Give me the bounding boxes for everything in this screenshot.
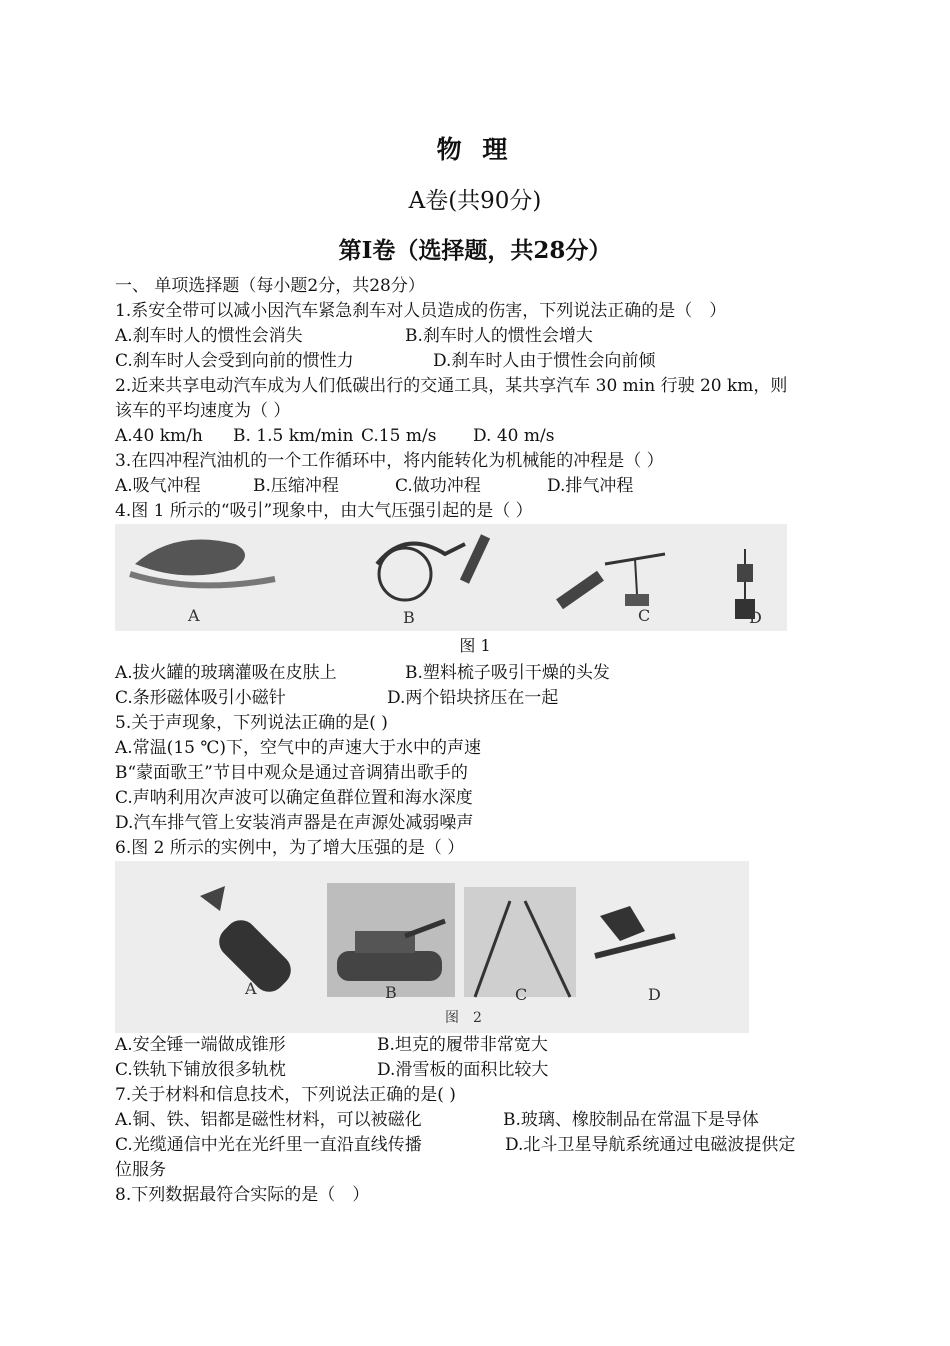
q3-stem: 3.在四冲程汽油机的一个工作循环中，将内能转化为机械能的冲程是（ ） xyxy=(115,451,664,471)
q1-options-row2 xyxy=(115,349,840,374)
q4-options-row1 xyxy=(115,661,840,686)
fig2-label-a: A xyxy=(245,979,257,998)
figure-1-illustration xyxy=(115,524,787,631)
fig2-skier xyxy=(600,906,645,941)
q5-option-a: A.常温(15 ℃)下，空气中的声速大于水中的声速 xyxy=(115,738,481,758)
fig2-label-c: C xyxy=(515,985,528,1004)
q6-option-c: C.铁轨下铺放很多轨枕 xyxy=(115,1060,286,1080)
q3-option-d: D.排气冲程 xyxy=(547,476,634,496)
fig2-snowboard xyxy=(595,936,675,956)
subject-title: 物 理 xyxy=(436,135,514,164)
fig1-label-b: B xyxy=(403,608,415,627)
q7-options-row1 xyxy=(115,1108,840,1133)
fig2-label-d: D xyxy=(648,985,661,1004)
fig2-inline-caption: 图 2 xyxy=(445,1010,482,1026)
q2-options xyxy=(115,424,840,449)
q6-options-row1 xyxy=(115,1033,840,1058)
q1-option-d: D.刹车时人由于惯性会向前倾 xyxy=(433,351,656,371)
q6-options-row2 xyxy=(115,1058,840,1083)
q5-option-c: C.声呐利用次声波可以确定鱼群位置和海水深度 xyxy=(115,788,473,808)
q6-stem: 6.图 2 所示的实例中，为了增大压强的是（ ） xyxy=(115,838,465,858)
q7-option-b: B.玻璃、橡胶制品在常温下是导体 xyxy=(503,1110,759,1130)
q2-option-d: D. 40 m/s xyxy=(473,426,555,446)
q4-stem: 4.图 1 所示的“吸引”现象中，由大气压强引起的是（ ） xyxy=(115,501,533,521)
question-list xyxy=(115,274,840,1208)
q4-option-a: A.拔火罐的玻璃灌吸在皮肤上 xyxy=(115,663,337,683)
q4-option-d: D.两个铅块挤压在一起 xyxy=(387,688,559,708)
fig1-magnet xyxy=(556,571,604,610)
figure-2-illustration xyxy=(115,861,749,1033)
figure-2 xyxy=(115,861,749,1033)
q1-option-b: B.刹车时人的惯性会增大 xyxy=(405,326,593,346)
q1-options-row1 xyxy=(115,324,840,349)
fig1-lead-block-top xyxy=(737,564,753,582)
q1-stem: 1.系安全带可以减小因汽车紧急刹车对人员造成的伤害，下列说法正确的是（ ） xyxy=(115,301,727,321)
q3-option-b: B.压缩冲程 xyxy=(253,476,339,496)
fig1-skin xyxy=(130,574,275,585)
q6-option-d: D.滑雪板的面积比较大 xyxy=(377,1060,549,1080)
q3-option-c: C.做功冲程 xyxy=(395,476,481,496)
q5-option-d: D.汽车排气管上安装消声器是在声源处减弱噪声 xyxy=(115,813,474,833)
q4-option-c: C.条形磁体吸引小磁针 xyxy=(115,688,286,708)
q7-stem: 7.关于材料和信息技术，下列说法正确的是( ) xyxy=(115,1085,456,1105)
fig1-needle-stand xyxy=(635,559,637,594)
fig1-cupping-glass xyxy=(135,540,245,576)
fig2-tank-track xyxy=(337,951,442,981)
q1-option-a: A.刹车时人的惯性会消失 xyxy=(115,326,303,346)
q6-option-b: B.坦克的履带非常宽大 xyxy=(377,1035,548,1055)
q8-stem: 8.下列数据最符合实际的是（ ） xyxy=(115,1185,370,1205)
q3-options xyxy=(115,474,840,499)
section-title: 第Ⅰ卷（选择题，共28分） xyxy=(338,237,612,264)
figure-1-caption: 图 1 xyxy=(459,636,491,655)
q2-stem-line2: 该车的平均速度为（ ） xyxy=(115,401,291,421)
q4-options-row2 xyxy=(115,686,840,711)
q6-option-a: A.安全锤一端做成锥形 xyxy=(115,1035,286,1055)
q1-option-c: C.刹车时人会受到向前的惯性力 xyxy=(115,351,354,371)
fig2-hammer-head xyxy=(200,886,225,911)
q2-option-a: A.40 km/h xyxy=(115,426,203,446)
q2-option-c: C.15 m/s xyxy=(361,426,437,446)
q4-option-b: B.塑料梳子吸引干燥的头发 xyxy=(405,663,610,683)
q2-stem-line1: 2.近来共享电动汽车成为人们低碳出行的交通工具，某共享汽车 30 min 行驶 20 km，则 xyxy=(115,376,788,396)
part-title: A卷(共90分) xyxy=(408,188,542,214)
q2-option-b: B. 1.5 km/min xyxy=(233,426,354,446)
instructions: 一、 单项选择题（每小题2分，共28分） xyxy=(115,276,425,296)
q7-options-row2 xyxy=(115,1133,840,1158)
q7-option-d-line1: D.北斗卫星导航系统通过电磁波提供定 xyxy=(505,1135,796,1155)
fig1-stand-base xyxy=(625,594,649,606)
fig1-label-c: C xyxy=(638,606,651,625)
q3-option-a: A.吸气冲程 xyxy=(115,476,201,496)
fig1-comb xyxy=(460,534,490,584)
q5-option-b: B“蒙面歌王”节目中观众是通过音调猜出歌手的 xyxy=(115,763,468,783)
q7-option-c: C.光缆通信中光在光纤里一直沿直线传播 xyxy=(115,1135,422,1155)
q7-option-d-line2: 位服务 xyxy=(115,1160,166,1180)
figure-1 xyxy=(115,524,787,631)
fig1-label-d: D xyxy=(749,608,762,627)
q5-stem: 5.关于声现象，下列说法正确的是( ) xyxy=(115,713,388,733)
fig1-label-a: A xyxy=(188,606,200,625)
fig2-label-b: B xyxy=(385,983,397,1002)
q7-option-a: A.铜、铁、铝都是磁性材料，可以被磁化 xyxy=(115,1110,422,1130)
